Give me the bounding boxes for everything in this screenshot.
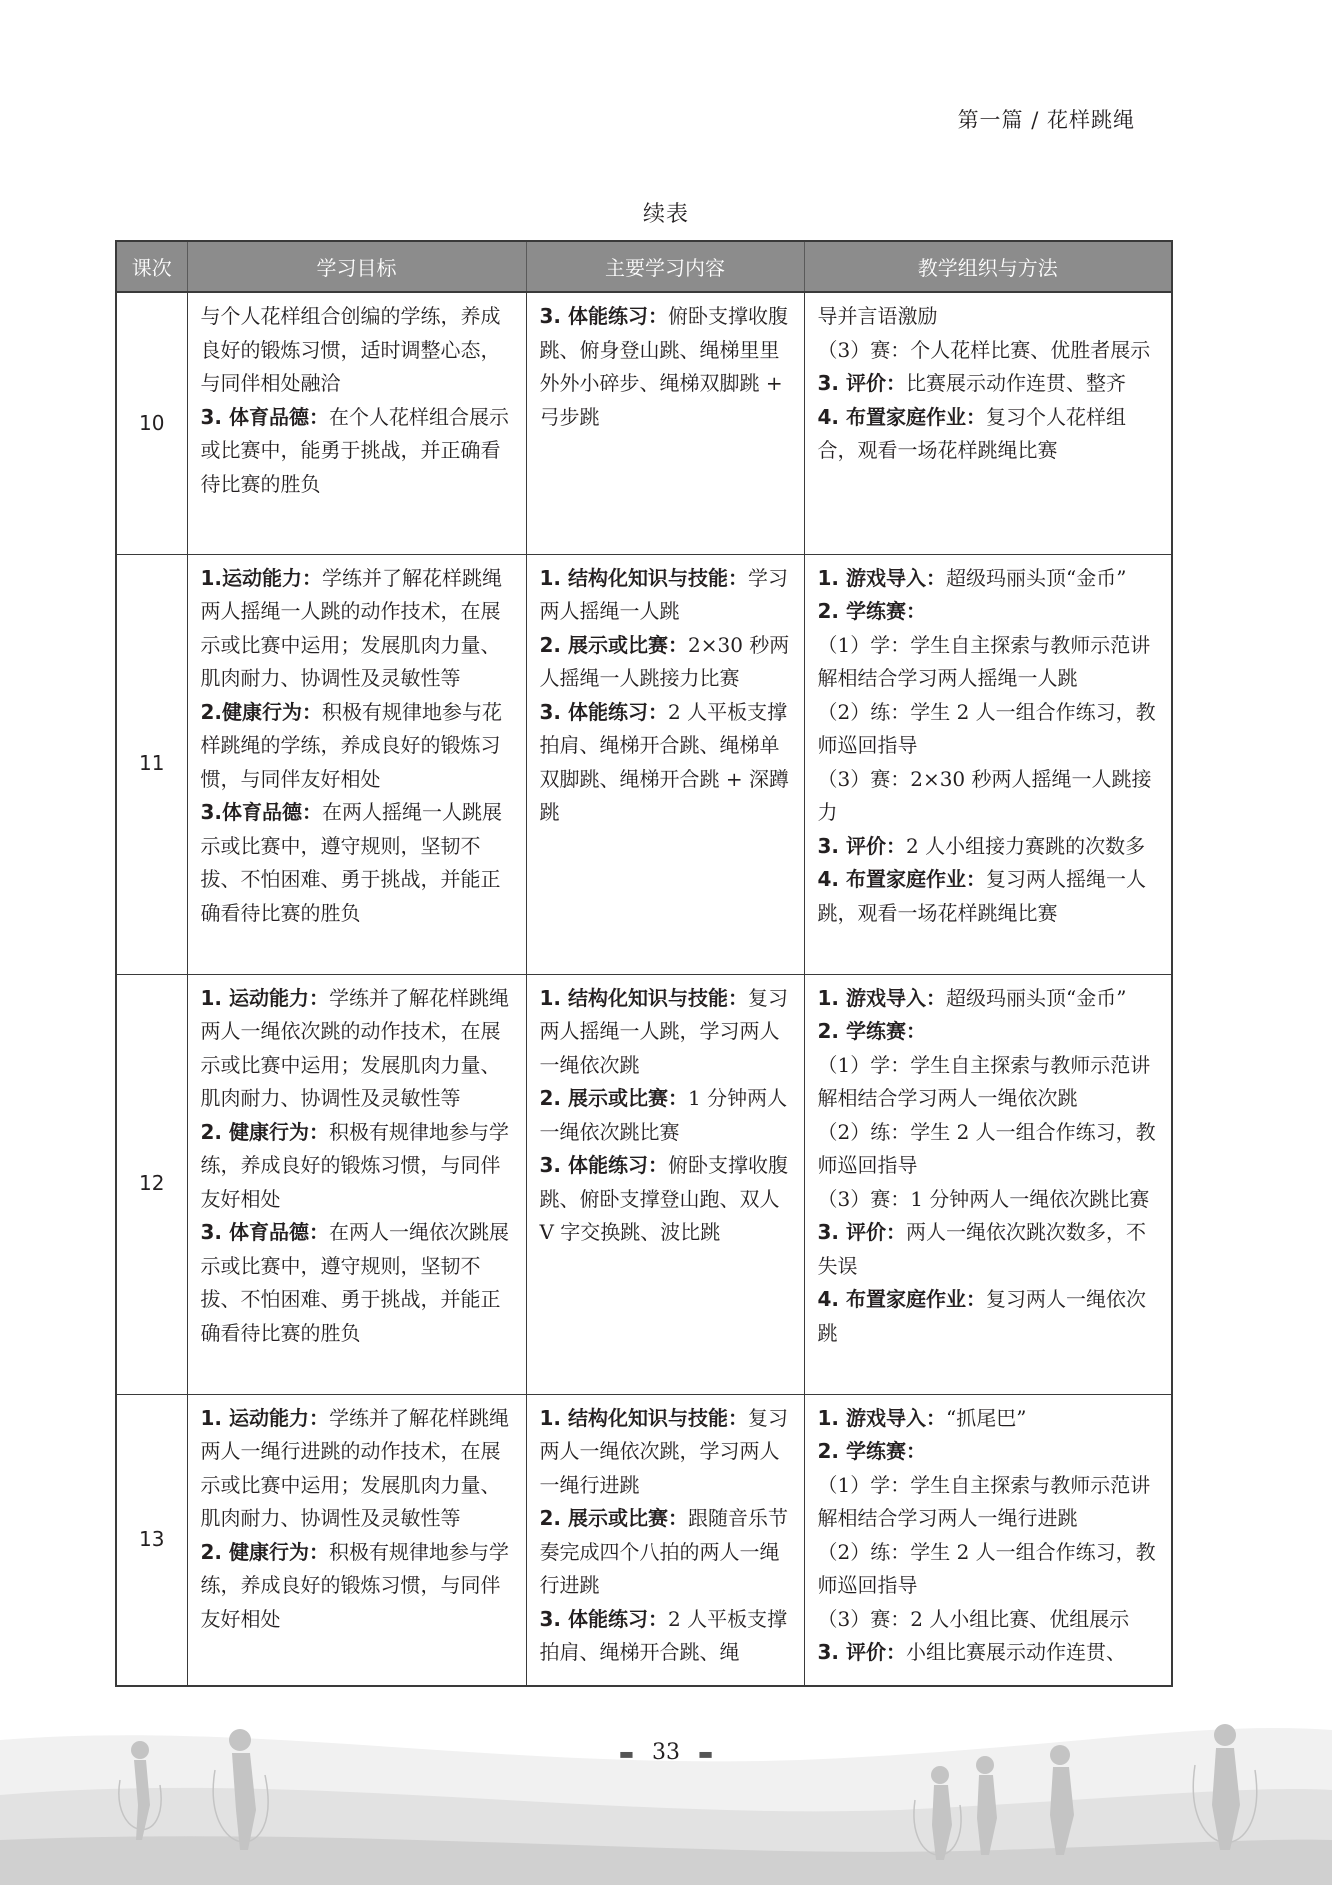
method-item: 导并言语激励: [817, 304, 938, 328]
goal-item: 2. 健康行为：积极有规律地参与学练，养成良好的锻炼习惯，与同伴友好相处: [200, 1539, 509, 1631]
goal-item: 1. 运动能力：学练并了解花样跳绳两人一绳行进跳的动作技术，在展示或比赛中运用；发展肌肉力量、肌肉耐力、协调性及灵敏性等: [200, 1405, 509, 1530]
method-item: （3）赛：2×30 秒两人摇绳一人跳接力: [817, 766, 1152, 824]
goals-cell: [187, 974, 526, 1394]
goal-item: 1. 运动能力：学练并了解花样跳绳两人一绳依次跳的动作技术，在展示或比赛中运用；发展肌肉力量、肌肉耐力、协调性及灵敏性等: [200, 985, 509, 1110]
running-header: 第一篇 / 花样跳绳: [957, 108, 1135, 132]
content-item: 1. 结构化知识与技能：复习两人摇绳一人跳，学习两人一绳依次跳: [539, 985, 788, 1077]
method-item: （2）练：学生 2 人一组合作练习，教师巡回指导: [817, 1539, 1156, 1597]
method-item: 2. 学练赛：: [817, 1439, 926, 1463]
content-item: 1. 结构化知识与技能：学习两人摇绳一人跳: [539, 565, 788, 623]
method-item: （3）赛：个人花样比赛、优胜者展示: [817, 337, 1151, 362]
goal-item: 与个人花样组合创编的学练，养成良好的锻炼习惯，适时调整心态，与同伴相处融洽: [200, 304, 501, 395]
content-item: 2. 展示或比赛：2×30 秒两人摇绳一人跳接力比赛: [539, 632, 790, 690]
method-item: 3. 评价：2 人小组接力赛跳的次数多: [817, 833, 1146, 858]
page-number-ornament: ▬: [618, 1744, 634, 1763]
table-row: [116, 974, 1172, 1394]
methods-cell: [804, 974, 1172, 1394]
lesson-number: 13: [116, 1394, 187, 1686]
method-item: （1）学：学生自主探索与教师示范讲解相结合学习两人摇绳一人跳: [817, 632, 1151, 690]
goals-cell: [187, 554, 526, 974]
methods-cell: [804, 554, 1172, 974]
method-item: 3. 评价：小组比赛展示动作连贯、: [817, 1640, 1126, 1664]
page-number: [0, 1740, 1332, 1765]
table-row: [116, 292, 1172, 554]
lesson-number: 11: [116, 554, 187, 974]
page-number-value: 33: [652, 1740, 680, 1765]
lesson-plan-table: [115, 240, 1173, 1687]
content-cell: [526, 974, 804, 1394]
lesson-number: 12: [116, 974, 187, 1394]
column-header-lesson: 课次: [116, 241, 187, 292]
content-cell: [526, 554, 804, 974]
goals-cell: [187, 292, 526, 554]
table-row: [116, 554, 1172, 974]
column-header-content: 主要学习内容: [526, 241, 804, 292]
method-item: （3）赛：2 人小组比赛、优组展示: [817, 1606, 1130, 1631]
content-item: 3. 体能练习：俯卧支撑收腹跳、俯卧支撑登山跑、双人 V 字交换跳、波比跳: [539, 1153, 788, 1244]
goal-item: 2.健康行为：积极有规律地参与花样跳绳的学练，养成良好的锻炼习惯，与同伴友好相处: [200, 699, 503, 791]
footer-decoration: [0, 1700, 1332, 1885]
method-item: 3. 评价：比赛展示动作连贯、整齐: [817, 371, 1126, 395]
method-item: 1. 游戏导入：“抓尾巴”: [817, 1405, 1027, 1430]
goal-item: 1.运动能力：学练并了解花样跳绳两人摇绳一人跳的动作技术，在展示或比赛中运用；发展肌肉力量、肌肉耐力、协调性及灵敏性等: [200, 565, 503, 690]
content-cell: [526, 1394, 804, 1686]
method-item: （1）学：学生自主探索与教师示范讲解相结合学习两人一绳依次跳: [817, 1052, 1151, 1110]
method-item: 1. 游戏导入：超级玛丽头顶“金币”: [817, 985, 1127, 1010]
goal-item: 3. 体育品德：在两人一绳依次跳展示或比赛中，遵守规则，坚韧不拔、不怕困难、勇于挑战，并能正确看待比赛的胜负: [200, 1220, 509, 1345]
methods-cell: [804, 1394, 1172, 1686]
goal-item: 2. 健康行为：积极有规律地参与学练，养成良好的锻炼习惯，与同伴友好相处: [200, 1119, 509, 1211]
goal-item: 3.体育品德：在两人摇绳一人跳展示或比赛中，遵守规则，坚韧不拔、不怕困难、勇于挑战，并能正确看待比赛的胜负: [200, 800, 503, 925]
method-item: 3. 评价：两人一绳依次跳次数多，不失误: [817, 1220, 1146, 1278]
content-cell: [526, 292, 804, 554]
methods-cell: [804, 292, 1172, 554]
method-item: （2）练：学生 2 人一组合作练习，教师巡回指导: [817, 699, 1156, 757]
column-header-methods: 教学组织与方法: [804, 241, 1172, 292]
lesson-number: 10: [116, 292, 187, 554]
content-item: 3. 体能练习：2 人平板支撑拍肩、绳梯开合跳、绳梯单双脚跳、绳梯开合跳 + 深蹲跳: [539, 699, 789, 824]
column-header-goals: 学习目标: [187, 241, 526, 292]
content-item: 3. 体能练习：俯卧支撑收腹跳、俯身登山跳、绳梯里里外外小碎步、绳梯双脚跳 + 弓步跳: [539, 304, 788, 429]
table-row: [116, 1394, 1172, 1686]
method-item: （2）练：学生 2 人一组合作练习，教师巡回指导: [817, 1119, 1156, 1177]
table-header-row: [116, 241, 1172, 292]
method-item: 4. 布置家庭作业：复习个人花样组合，观看一场花样跳绳比赛: [817, 404, 1126, 462]
method-item: （1）学：学生自主探索与教师示范讲解相结合学习两人一绳行进跳: [817, 1472, 1151, 1530]
content-item: 3. 体能练习：2 人平板支撑拍肩、绳梯开合跳、绳: [539, 1606, 788, 1664]
method-item: 1. 游戏导入：超级玛丽头顶“金币”: [817, 565, 1127, 590]
page-number-ornament: ▬: [698, 1744, 714, 1763]
content-item: 1. 结构化知识与技能：复习两人一绳依次跳，学习两人一绳行进跳: [539, 1405, 788, 1497]
method-item: 4. 布置家庭作业：复习两人一绳依次跳: [817, 1287, 1146, 1345]
content-item: 2. 展示或比赛：跟随音乐节奏完成四个八拍的两人一绳行进跳: [539, 1506, 788, 1597]
goals-cell: [187, 1394, 526, 1686]
content-item: 2. 展示或比赛：1 分钟两人一绳依次跳比赛: [539, 1086, 788, 1144]
method-item: 4. 布置家庭作业：复习两人摇绳一人跳，观看一场花样跳绳比赛: [817, 867, 1146, 925]
method-item: 2. 学练赛：: [817, 1019, 926, 1043]
method-item: （3）赛：1 分钟两人一绳依次跳比赛: [817, 1186, 1150, 1211]
goal-item: 3. 体育品德：在个人花样组合展示或比赛中，能勇于挑战，并正确看待比赛的胜负: [200, 404, 509, 496]
table-caption: 续表: [642, 202, 689, 227]
method-item: 2. 学练赛：: [817, 599, 926, 623]
